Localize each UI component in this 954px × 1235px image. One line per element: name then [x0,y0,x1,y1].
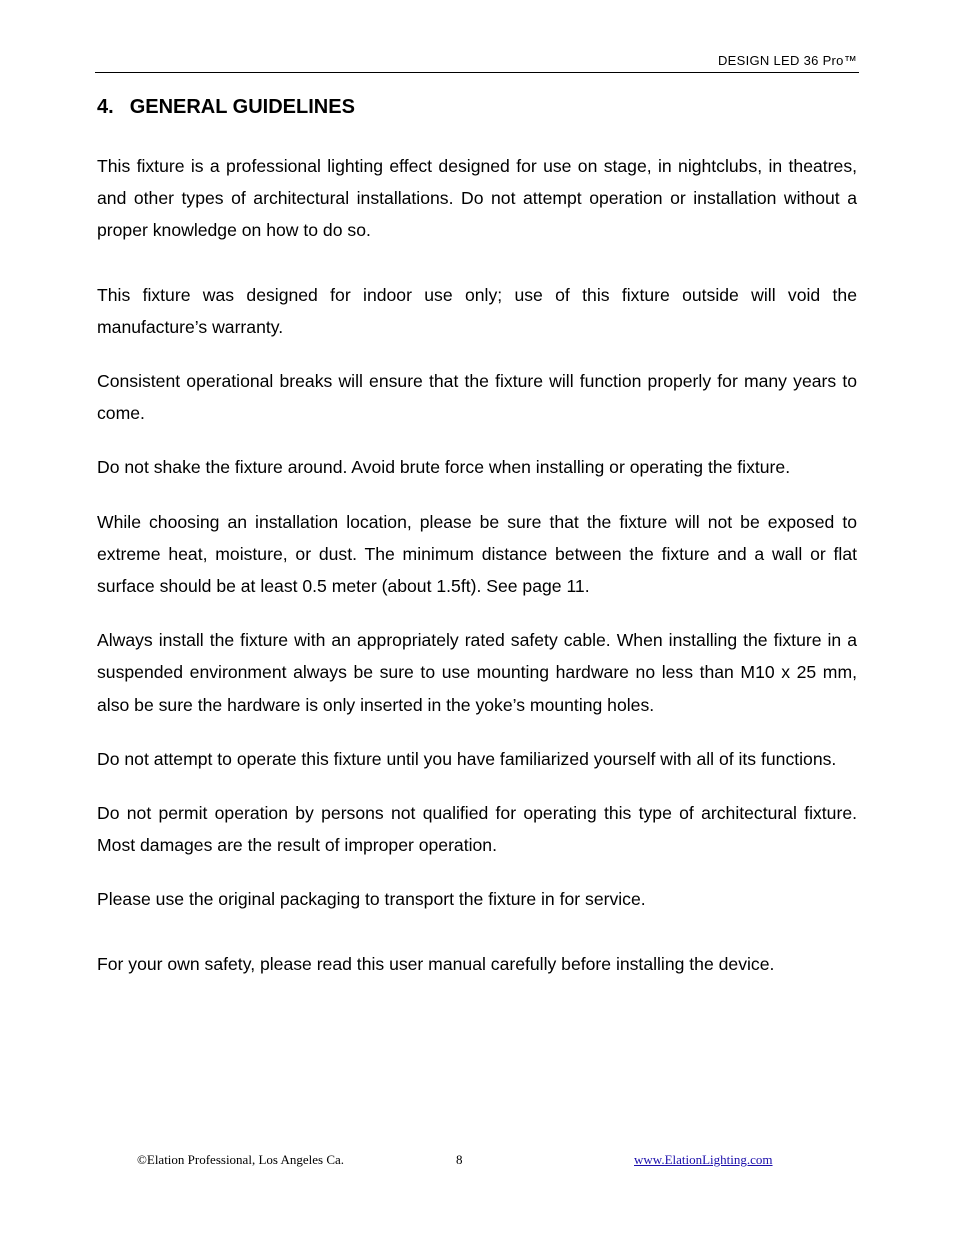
paragraph-no-shaking: Do not shake the fixture around. Avoid brute force when installing or operating the fixture. [97,457,791,478]
section-number: 4. [97,96,114,118]
paragraph-indoor-use: This fixture was designed for indoor use only; use of this fixture outside will void the manufacture’s warranty. [97,284,857,337]
paragraph-read-manual: For your own safety, please read this user manual carefully before installing the device. [97,953,775,974]
section-heading [97,96,355,119]
section-title: GENERAL GUIDELINES [129,96,355,118]
guidelines-body [97,150,857,980]
paragraph-safety-cable: Always install the fixture with an appropriately rated safety cable. When installing the fixture in a suspended environment always be sure to use mounting hardware no less than M10 x 25 mm, also be sure the hardware is only inserted in the yoke’s mounting holes. [97,630,857,715]
footer-website-link[interactable]: www.ElationLighting.com [634,1152,773,1167]
header-divider [95,72,859,73]
footer-copyright: ©Elation Professional, Los Angeles Ca. [137,1152,345,1167]
paragraph-intended-use: This fixture is a professional lighting effect designed for use on stage, in nightclubs, in theatres, and other types of architectural installations. Do not attempt operation or installation without a proper knowledge on how to do so. [97,156,857,241]
footer-page-number: 8 [456,1152,463,1167]
paragraph-installation-location: While choosing an installation location, please be sure that the fixture will not be exposed to extreme heat, moisture, or dust. The minimum distance between the fixture and a wall or flat surface should be at least 0.5 meter (about 1.5ft). See page 11. [97,511,857,597]
paragraph-operational-breaks: Consistent operational breaks will ensure that the fixture will function properly for many years to come. [97,371,857,424]
product-title: DESIGN LED 36 Pro™ [717,53,857,68]
paragraph-qualified-persons: Do not permit operation by persons not qualified for operating this type of architectural fixture. Most damages are the result of improper operation. [97,803,857,856]
paragraph-familiarize: Do not attempt to operate this fixture until you have familiarized yourself with all of its functions. [97,748,837,769]
paragraph-original-packaging: Please use the original packaging to transport the fixture in for service. [97,889,646,910]
